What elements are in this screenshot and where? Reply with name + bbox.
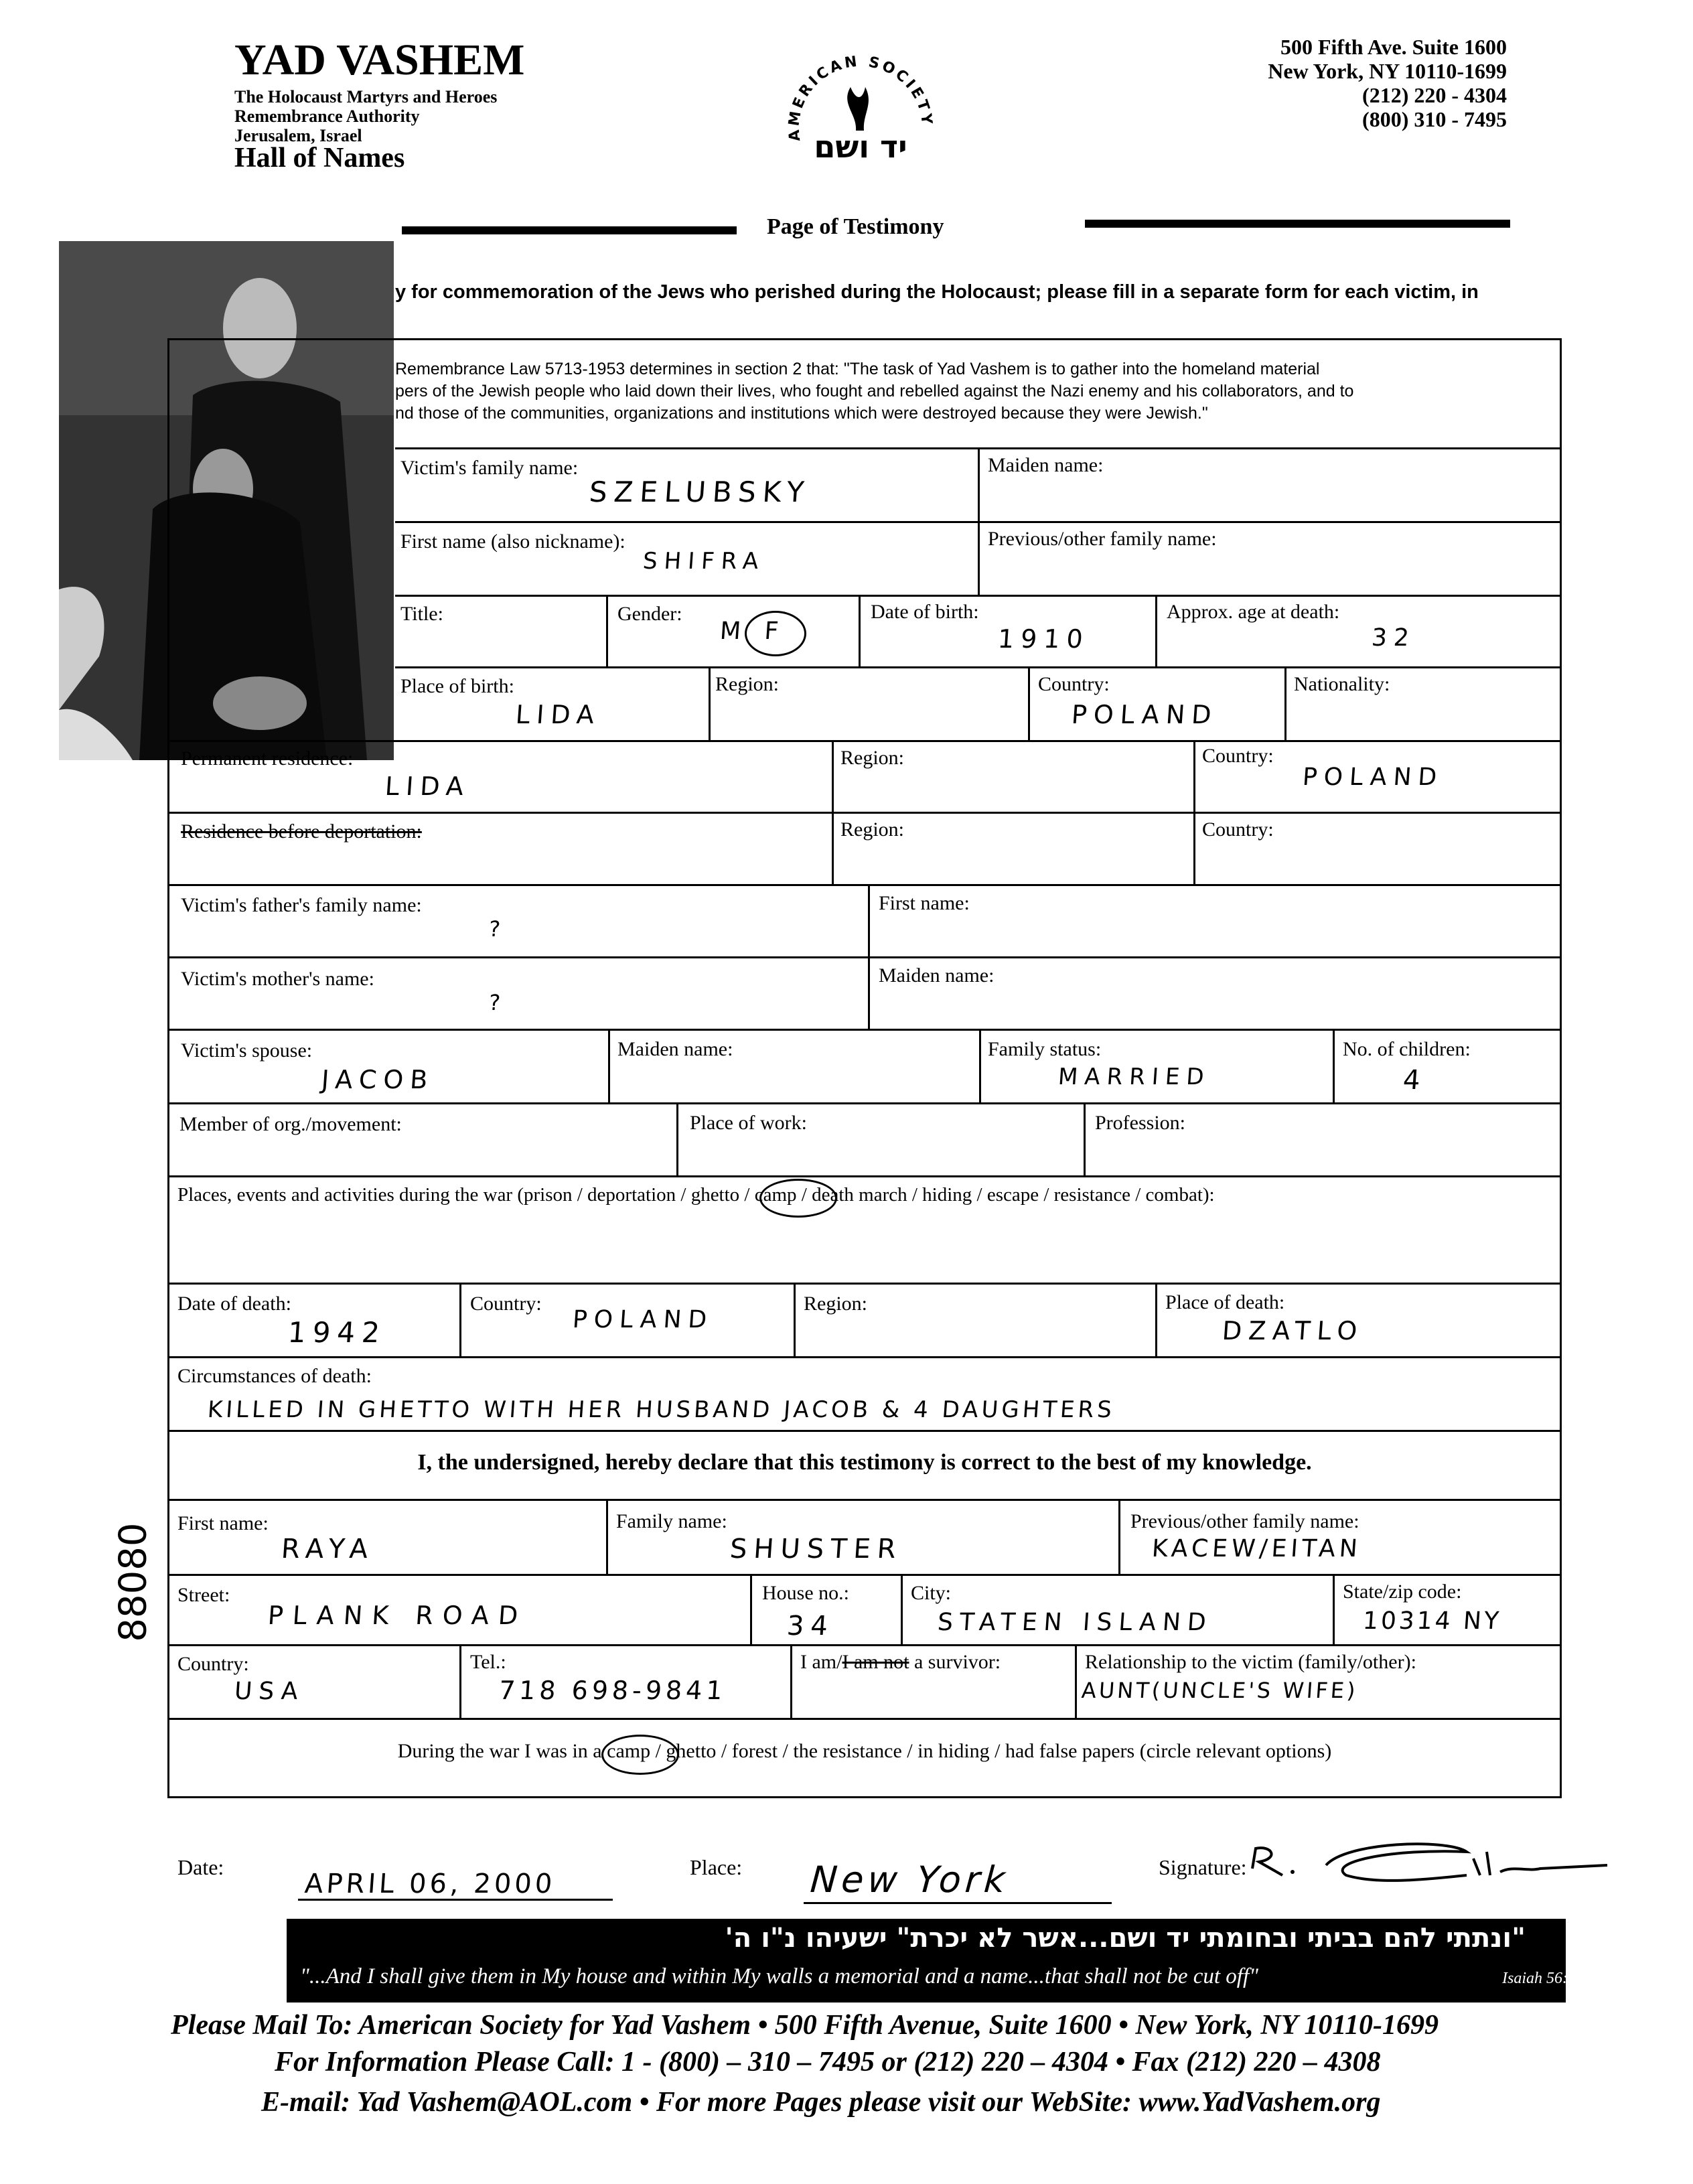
row-divider [395,595,1562,597]
col-divider [606,1499,608,1574]
perm-country-value[interactable]: POLAND [1301,763,1445,791]
flame-icon [847,87,869,131]
date-label: Date: [177,1855,224,1879]
row-divider [167,1574,1562,1576]
col-divider [1193,740,1195,812]
form-title: Page of Testimony [767,214,944,239]
law-line: pers of the Jewish people who laid down their lives, who fought and rebelled against the Nazi enemy and his collaborators, and to [395,382,1354,401]
pod-label: Place of death: [1165,1291,1285,1313]
submitter-country-value[interactable]: USA [233,1678,305,1705]
intro-line: y for commemoration of the Jews who perished during the Holocaust; please fill in a separate form for each victim, in [395,281,1479,303]
submitter-family-label: Family name: [616,1510,727,1532]
children-value[interactable]: 4 [1402,1065,1428,1096]
place-label: Place: [690,1855,743,1879]
family-status-value[interactable]: MARRIED [1057,1064,1211,1090]
col-divider [709,666,711,740]
date-underline [298,1899,613,1901]
gender-circle [745,611,806,656]
father-name-value[interactable]: ? [488,916,508,942]
row-divider [167,1718,1562,1720]
row-divider [167,1499,1562,1501]
street-value[interactable]: PLANK ROAD [267,1601,528,1630]
org-subtitle-line: Remembrance Authority [234,106,420,126]
seal-graphic [777,40,944,208]
col-divider [901,1574,903,1644]
address-line: New York, NY 10110-1699 [1268,59,1507,83]
date-value[interactable]: APRIL 06, 2000 [303,1869,557,1899]
declaration: I, the undersigned, hereby declare that this testimony is correct to the best of my knowledge. [417,1450,1312,1475]
col-divider [979,1029,981,1102]
father-first-name-label: First name: [879,892,970,914]
circumstances-value[interactable]: KILLED IN GHETTO WITH HER HUSBAND JACOB & 4 DAUGHTERS [206,1396,1116,1423]
submitter-first-label: First name: [177,1512,269,1534]
house-value[interactable]: 34 [786,1611,836,1642]
col-divider [1118,1499,1120,1574]
col-divider [868,956,870,1029]
street-label: Street: [177,1584,230,1606]
pob-country-value[interactable]: POLAND [1070,700,1220,729]
col-divider [1084,1102,1086,1175]
mother-name-value[interactable]: ? [488,990,508,1015]
col-divider [676,1102,678,1175]
col-divider [1193,812,1195,884]
relation-label: Relationship to the victim (family/other): [1085,1651,1416,1673]
hebrew-quote: "ונתתי להם בביתי ובחומתי יד ושם...אשר לא יכרת" ישעיהו נ"ו ה' [725,1923,1526,1954]
col-divider [790,1644,792,1718]
mother-name-label: Victim's mother's name: [181,968,374,990]
address-line: 500 Fifth Ave. Suite 1600 [1280,35,1507,59]
tel-label: Tel.: [470,1651,506,1673]
row-divider [167,1175,1562,1177]
org-membership-label: Member of org./movement: [179,1113,402,1135]
row-divider [167,884,1562,886]
col-divider [868,884,870,956]
survivor-label-c: a survivor: [909,1651,1001,1673]
ghetto-circle [601,1735,679,1775]
dob-label: Date of birth: [871,601,979,623]
dod-value[interactable]: 1942 [287,1316,388,1349]
stamp-number: 88080 [111,1522,155,1642]
first-name-value[interactable]: SHIFRA [642,548,766,575]
house-label: House no.: [762,1582,849,1604]
col-divider [606,595,608,666]
prev-name-label: Previous/other family name: [988,528,1217,550]
row-divider [167,740,1562,742]
residence-before-deportation-label [181,820,422,843]
submitter-country-label: Country: [177,1653,249,1675]
col-divider [832,740,834,812]
quote-reference: Isaiah 56:5 [1502,1970,1576,1987]
footer-phone-line: For Information Please Call: 1 - (800) – 310 – 7495 or (212) 220 – 4304 • Fax (212) 220 – 4308 [275,2047,1381,2078]
workplace-label: Place of work: [690,1112,807,1134]
col-divider [1155,1283,1157,1356]
gender-value[interactable]: M F [719,617,788,645]
place-underline [804,1902,1112,1904]
col-divider [750,1574,752,1644]
family-name-label: Victim's family name: [400,457,579,479]
col-divider [832,812,834,884]
relation-value[interactable]: AUNT(UNCLE'S WIFE) [1080,1678,1359,1703]
profession-label: Profession: [1095,1112,1185,1134]
org-subtitle-line: Jerusalem, Israel [234,126,362,145]
submitter-family-value[interactable]: SHUSTER [729,1534,904,1564]
col-divider [978,521,980,595]
survivor-label-a: I am/ [800,1651,842,1673]
age-value[interactable]: 32 [1370,624,1417,652]
seal-hebrew: יד ושם [814,129,907,165]
first-name-label: First name (also nickname): [400,530,625,553]
title-rule-left [402,226,737,234]
father-name-label: Victim's father's family name: [181,894,422,916]
col-divider [978,447,980,521]
perm-country-label: Country: [1202,745,1274,767]
row-divider [167,1430,1562,1432]
permanent-residence-label: Permanent residence: [181,747,354,770]
law-text [395,358,1353,425]
col-divider [608,1029,610,1102]
spouse-maiden-label: Maiden name: [617,1038,733,1060]
row-divider [167,1644,1562,1646]
family-status-label: Family status: [988,1038,1102,1060]
law-line: Remembrance Law 5713-1953 determines in section 2 that: "The task of Yad Vashem is to gather into the homeland material [395,360,1320,378]
dod-country-value[interactable]: POLAND [571,1306,715,1333]
org-address [1199,35,1507,131]
society-seal [777,40,944,208]
permanent-residence-value[interactable]: LIDA [384,772,471,801]
row-divider [167,1029,1562,1031]
dep-country-label: Country: [1202,818,1274,841]
city-label: City: [911,1582,952,1604]
phone-line: (800) 310 - 7495 [1362,107,1507,131]
pob-label: Place of birth: [400,675,514,697]
survivor-label [800,1651,1001,1674]
children-label: No. of children: [1343,1038,1471,1060]
title-label: Title: [400,603,443,625]
dod-region-label: Region: [804,1293,867,1315]
title-rule-right [1085,220,1510,228]
mother-maiden-label: Maiden name: [879,964,995,987]
col-divider [1075,1644,1077,1718]
col-divider [1333,1029,1335,1102]
ghetto-circle [759,1179,837,1218]
nationality-label: Nationality: [1294,673,1390,695]
org-subtitle-line: The Holocaust Martyrs and Heroes [234,87,498,106]
tel-value[interactable]: 718 698-9841 [498,1676,728,1705]
footer-mail-line: Please Mail To: American Society for Yad Vashem • 500 Fifth Avenue, Suite 1600 • New York, NY 10110-1699 [171,2010,1439,2041]
survivor-label-b: I am not [842,1651,909,1673]
spouse-label: Victim's spouse: [181,1039,313,1062]
col-divider [1028,666,1030,740]
submitter-prev-value[interactable]: KACEW/EITAN [1151,1535,1363,1562]
law-line: nd those of the communities, organizations and institutions which were destroyed because they were Jewish." [395,404,1208,423]
row-divider [395,666,1562,668]
col-divider [1333,1574,1335,1644]
pob-region-label: Region: [715,673,779,695]
submitter-first-value[interactable]: RAYA [280,1534,376,1564]
place-value[interactable]: New York [808,1859,1011,1901]
circumstances-label: Circumstances of death: [177,1365,372,1387]
dod-label: Date of death: [177,1293,291,1315]
maiden-name-label: Maiden name: [988,454,1104,476]
dod-country-label: Country: [470,1293,542,1315]
row-divider [167,1283,1562,1285]
dep-region-label: Region: [840,818,904,841]
signature-graphic [1246,1838,1621,1892]
age-label: Approx. age at death: [1167,601,1340,623]
row-divider [167,1356,1562,1358]
pod-value[interactable]: DZATLO [1221,1316,1365,1345]
english-quote: "...And I shall give them in My house and within My walls a memorial and a name...that shall not be cut off" [300,1964,1258,1988]
gender-label: Gender: [617,603,682,625]
zip-value[interactable]: 10314 NY [1361,1607,1503,1635]
zip-label: State/zip code: [1343,1581,1462,1603]
wartime-places-label: Places, events and activities during the war (prison / deportation / ghetto / camp / death march / hiding / escape / resistance / combat): [177,1184,1215,1206]
seal-text: AMERICAN SOCIETY [786,53,936,143]
row-divider [167,956,1562,958]
submitter-prev-label: Previous/other family name: [1130,1510,1359,1532]
phone-line: (212) 220 - 4304 [1362,83,1507,107]
col-divider [1284,666,1286,740]
hall-of-names: Hall of Names [234,143,405,173]
col-divider [459,1283,461,1356]
family-name-value[interactable]: SZELUBSKY [588,476,812,508]
col-divider [859,595,861,666]
signature [1246,1838,1621,1892]
dob-value[interactable]: 1910 [997,624,1091,654]
pob-value[interactable]: LIDA [514,700,602,729]
col-divider [1155,595,1157,666]
row-divider [167,812,1562,814]
row-divider [167,1102,1562,1104]
col-divider [459,1644,461,1718]
city-value[interactable]: STATEN ISLAND [936,1609,1214,1636]
war-note: During the war I was in a camp / ghetto / forest / the resistance / in hiding / had false papers (circle relevant options) [397,1740,1332,1762]
col-divider [794,1283,796,1356]
perm-region-label: Region: [840,747,904,769]
signature-label: Signature: [1159,1855,1247,1879]
footer-web-line[interactable]: E-mail: Yad Vashem@AOL.com • For more Pages please visit our WebSite: www.YadVashem.org [261,2087,1381,2118]
pob-country-label: Country: [1038,673,1110,695]
org-subtitle [234,87,497,145]
residence-before-deportation-text: Residence before deportation: [181,820,422,843]
spouse-value[interactable]: JACOB [320,1065,435,1094]
org-title: YAD VASHEM [234,35,525,84]
quote-banner [287,1919,1576,2003]
